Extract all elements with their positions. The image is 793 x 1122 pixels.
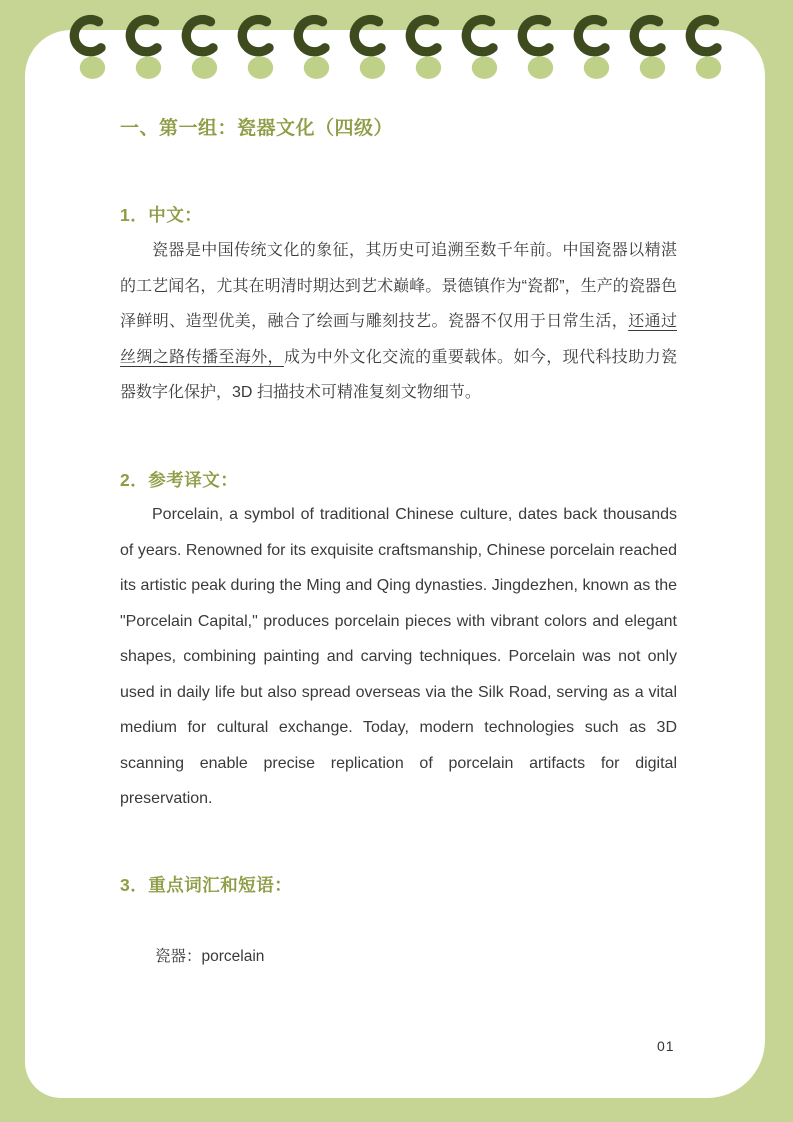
vocabulary-item: 瓷器：porcelain [155,948,265,965]
section-title: 一、第一组：瓷器文化（四级） [120,118,394,139]
chinese-text-before: 瓷器是中国传统文化的象征，其历史可追溯至数千年前。中国瓷器以精湛的工艺闻名，尤其在明清时期达到艺术巅峰。景德镇作为“瓷都”，生产的瓷器色泽鲜明、造型优美，融合了绘画与雕刻技艺。瓷器不仅用于日常生活， [120,242,677,330]
chinese-text-underlined: 还通过丝绸之路传播至海外， [120,313,677,366]
binding-ring-icon [348,12,393,94]
chinese-heading: 1．中文： [120,205,203,225]
binding-ring-icon [460,12,505,94]
binding-ring-icon [516,12,561,94]
binding-rings [68,12,729,94]
binding-ring-icon [684,12,729,94]
vocabulary-heading: 3．重点词汇和短语： [120,875,293,895]
binding-ring-icon [68,12,113,94]
page-number: 01 [657,1038,675,1054]
chinese-paragraph [120,233,677,411]
binding-ring-icon [236,12,281,94]
binding-ring-icon [404,12,449,94]
binding-ring-icon [292,12,337,94]
translation-paragraph: Porcelain, a symbol of traditional Chinese culture, dates back thousands of years. Renowned for its exquisite craftsmanship, Chinese porcelain reached its artistic peak during the Ming and Qing dynasties. Jingdezhen, known as the "Porcelain Capital," produces porcelain pieces with vibrant colors and elegant shapes, combining painting and carving techniques. Porcelain was not only used in daily life but also spread overseas via the Silk Road, serving as a vital medium for cultural exchange. Today, modern technologies such as 3D scanning enable precise replication of porcelain artifacts for digital preservation. [120,506,677,807]
binding-ring-icon [572,12,617,94]
binding-ring-icon [180,12,225,94]
binding-ring-icon [124,12,169,94]
translation-heading: 2．参考译文： [120,470,239,490]
binding-ring-icon [628,12,673,94]
paper-sheet [25,30,765,1098]
chinese-text-after: 成为中外文化交流的重要载体。如今，现代科技助力瓷器数字化保护，3D 扫描技术可精准复刻文物细节。 [120,348,677,401]
